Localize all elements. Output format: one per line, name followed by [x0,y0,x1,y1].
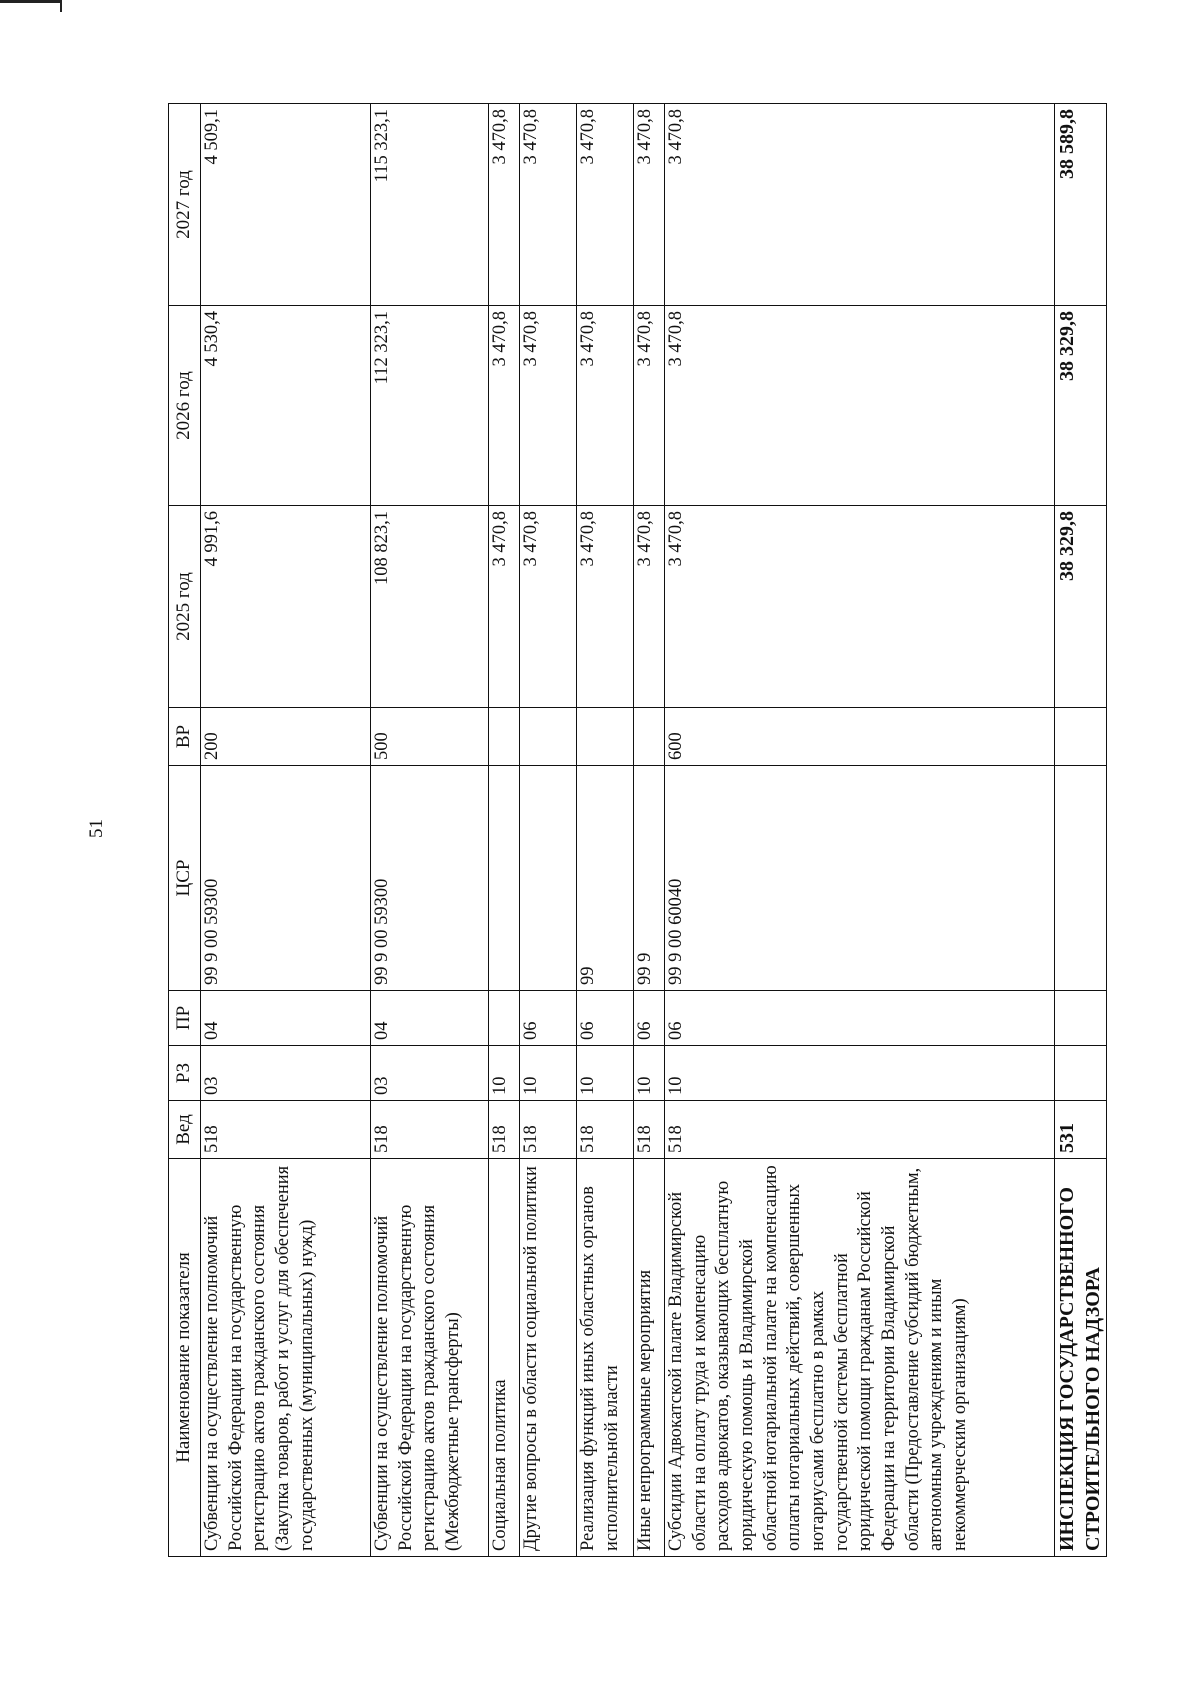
cell-pr: 04 [371,991,489,1046]
cell-2027: 3 470,8 [489,104,520,306]
cell-ved: 518 [489,1101,520,1159]
header-rz: РЗ [169,1046,201,1101]
cell-vr: 600 [665,708,1055,766]
cell-ved: 518 [577,1101,634,1159]
rotated-table-wrapper [168,104,1106,1557]
cell-csr [520,766,577,991]
cell-csr: 99 9 00 60040 [665,766,1055,991]
table-row [634,104,665,1557]
cell-csr: 99 9 00 59300 [371,766,489,991]
cell-2025: 3 470,8 [665,506,1055,708]
cell-rz: 10 [665,1046,1055,1101]
table-row [371,104,489,1557]
cell-2026: 3 470,8 [665,306,1055,506]
cell-pr: 06 [577,991,634,1046]
cell-name: Другие вопросы в области социальной политики [520,1159,577,1557]
cell-2027: 3 470,8 [520,104,577,306]
cell-ved: 518 [665,1101,1055,1159]
cell-ved: 518 [371,1101,489,1159]
cell-pr: 06 [665,991,1055,1046]
cell-ved: 518 [201,1101,371,1159]
cell-name: Субвенции на осуществление полномочий Российской Федерации на государственную регистрацию актов гражданского состояния (Закупка товаров, работ и услуг для обеспечения государственных (муниципальных) нужд) [201,1159,371,1557]
cell-2026: 3 470,8 [520,306,577,506]
budget-table [168,103,1107,1557]
cell-2026: 112 323,1 [371,306,489,506]
cell-name: Субвенции на осуществление полномочий Российской Федерации на государственную регистрацию актов гражданского состояния (Межбюджетные трансферты) [371,1159,489,1557]
cell-2025: 3 470,8 [634,506,665,708]
table-row [577,104,634,1557]
cell-2027: 3 470,8 [665,104,1055,306]
header-2027: 2027 год [169,104,201,306]
cell-pr [489,991,520,1046]
header-csr: ЦСР [169,766,201,991]
cell-2026: 38 329,8 [1055,306,1107,506]
cell-rz: 10 [577,1046,634,1101]
table-row [520,104,577,1557]
header-2025: 2025 год [169,506,201,708]
cell-name: Иные непрограммные мероприятия [634,1159,665,1557]
cell-2026: 4 530,4 [201,306,371,506]
cell-rz [1055,1046,1107,1101]
table-row [489,104,520,1557]
cell-csr: 99 9 [634,766,665,991]
cell-vr [1055,708,1107,766]
cell-name: ИНСПЕКЦИЯ ГОСУДАРСТВЕННОГО СТРОИТЕЛЬНОГО НАДЗОРА [1055,1159,1107,1557]
table-row [201,104,371,1557]
cell-ved: 518 [634,1101,665,1159]
cell-csr: 99 [577,766,634,991]
cell-pr: 06 [520,991,577,1046]
cell-2026: 3 470,8 [489,306,520,506]
header-2026: 2026 год [169,306,201,506]
cell-csr [489,766,520,991]
cell-name: Реализация функций иных областных органов исполнительной власти [577,1159,634,1557]
table-row-total [1055,104,1107,1557]
cell-pr [1055,991,1107,1046]
cell-vr [577,708,634,766]
cell-2027: 4 509,1 [201,104,371,306]
cell-rz: 10 [489,1046,520,1101]
header-pr: ПР [169,991,201,1046]
cell-csr: 99 9 00 59300 [201,766,371,991]
cell-pr: 04 [201,991,371,1046]
header-vr: ВР [169,708,201,766]
scan-edge-mark [0,0,62,3]
cell-2025: 38 329,8 [1055,506,1107,708]
cell-2027: 115 323,1 [371,104,489,306]
scan-edge-mark [60,0,62,12]
cell-2025: 108 823,1 [371,506,489,708]
cell-2025: 3 470,8 [489,506,520,708]
cell-2026: 3 470,8 [577,306,634,506]
cell-2027: 3 470,8 [634,104,665,306]
header-row [169,104,201,1557]
cell-2025: 3 470,8 [520,506,577,708]
cell-2026: 3 470,8 [634,306,665,506]
page-number: 51 [86,819,107,838]
header-name: Наименование показателя [169,1159,201,1557]
header-ved: Вед [169,1101,201,1159]
cell-name: Социальная политика [489,1159,520,1557]
cell-vr: 200 [201,708,371,766]
cell-2025: 3 470,8 [577,506,634,708]
cell-vr [489,708,520,766]
cell-2025: 4 991,6 [201,506,371,708]
cell-ved: 518 [520,1101,577,1159]
cell-name: Субсидии Адвокатской палате Владимирской области на оплату труда и компенсацию расходов адвокатов, оказывающих бесплатную юридическую помощь и Владимирской областной нотариальной палате на компенсацию оплаты нотариальных действий, совершенных нотариусами бесплатно в рамках государственной системы бесплатной юридической помощи гражданам Российской Федерации на территории Владимирской области (Предоставление субсидий бюджетным, автономным учреждениям и иным некоммерческим организациям) [665,1159,1055,1557]
cell-vr [520,708,577,766]
cell-csr [1055,766,1107,991]
cell-2027: 38 589,8 [1055,104,1107,306]
cell-rz: 10 [634,1046,665,1101]
cell-vr [634,708,665,766]
cell-vr: 500 [371,708,489,766]
table-row [665,104,1055,1557]
cell-rz: 03 [201,1046,371,1101]
cell-rz: 10 [520,1046,577,1101]
cell-rz: 03 [371,1046,489,1101]
cell-pr: 06 [634,991,665,1046]
cell-ved: 531 [1055,1101,1107,1159]
cell-2027: 3 470,8 [577,104,634,306]
